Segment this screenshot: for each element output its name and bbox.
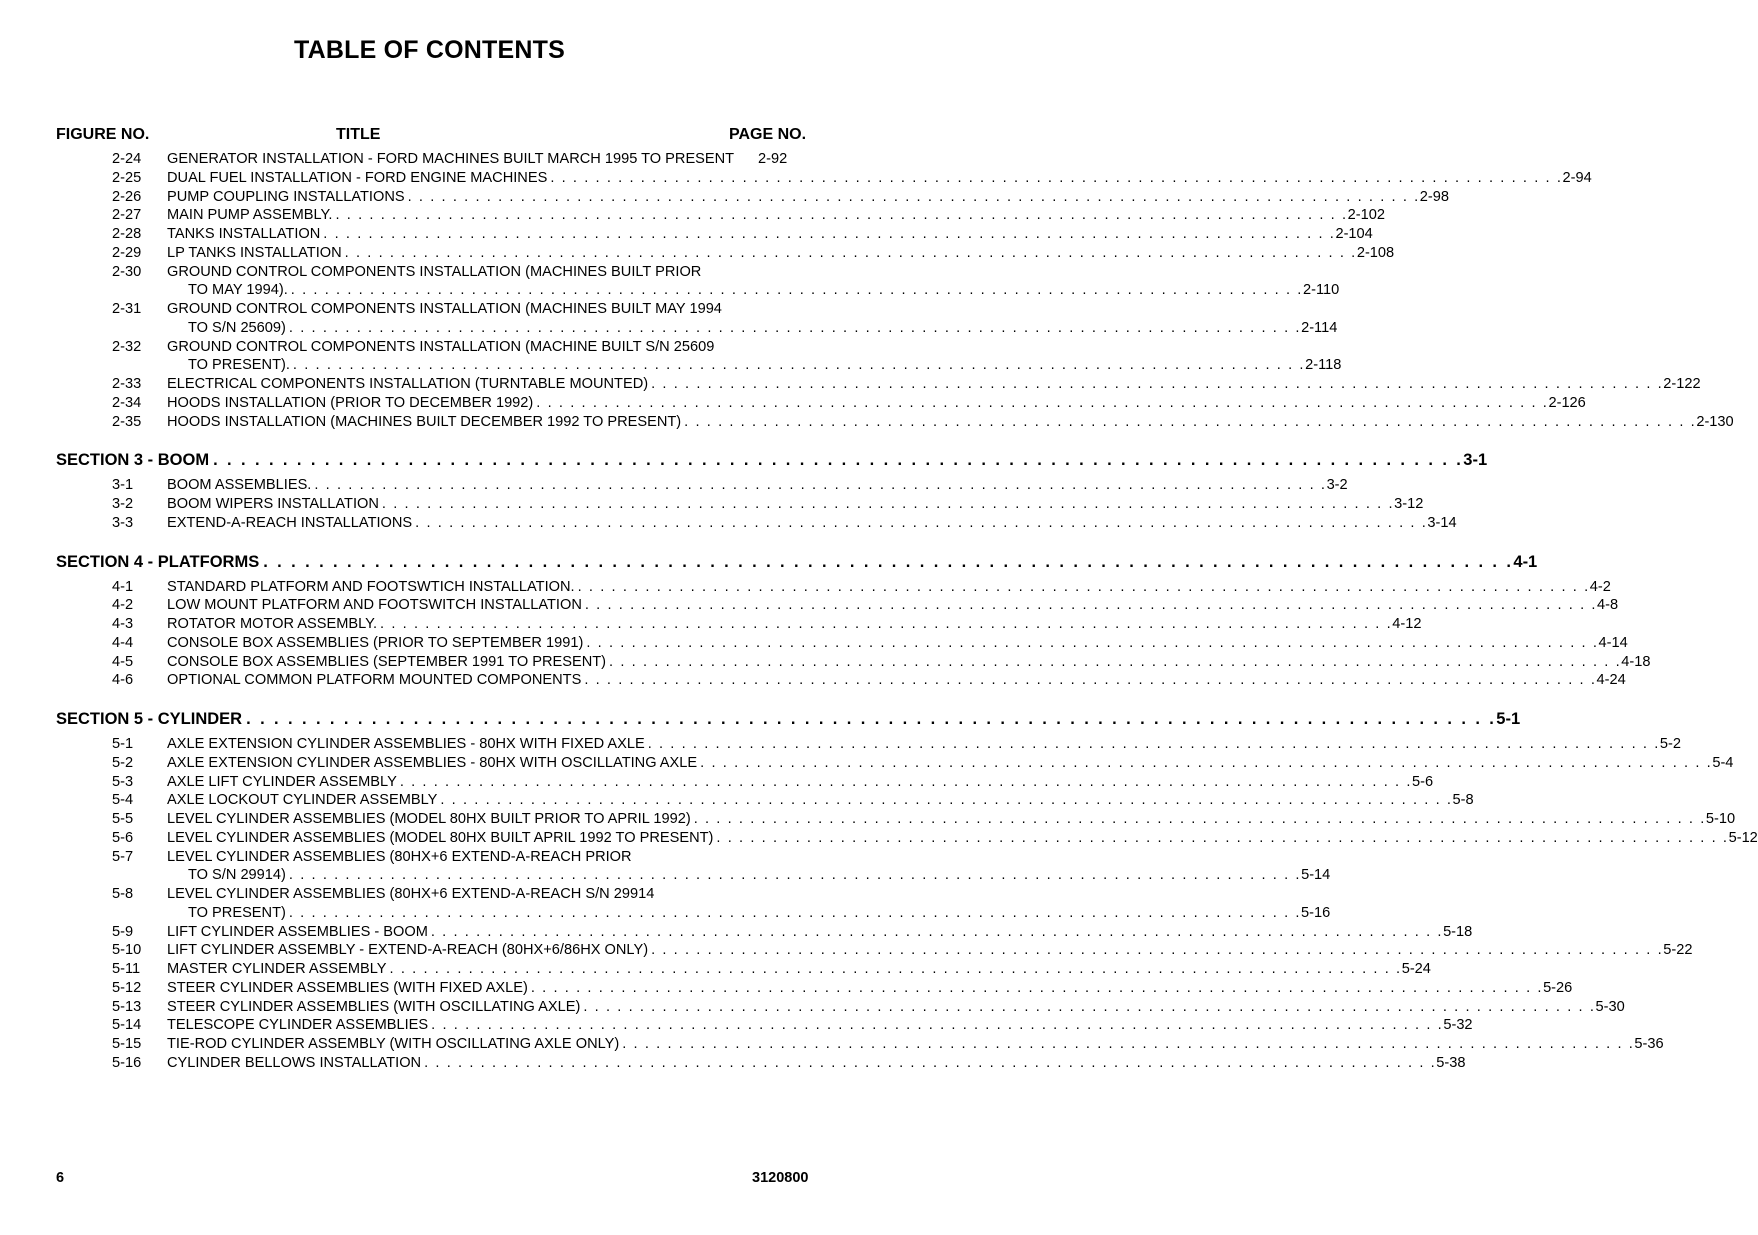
entry-leader-line	[167, 923, 1473, 941]
entry-title: MASTER CYLINDER ASSEMBLY	[167, 961, 387, 977]
entry-page: 2-110	[1302, 282, 1340, 299]
entry-continuation	[188, 866, 1331, 884]
dot-leader: . . . . . . . . . . . . . . . . . . . . . . . . . . . . . . . . . . . . . . . . . . . . . . . . . . . . . . . . . . . . . . . . . . . . . . . . . . . . . . . . . . . . . . . . . .	[693, 811, 1706, 827]
figure-number: 2-30	[112, 263, 142, 280]
figure-number: 2-26	[112, 188, 142, 205]
dot-leader: . . . . . . . . . . . . . . . . . . . . . . . . . . . . . . . . . . . . . . . . . . . . . . . . . . . . . . . . . . . . . . . . . . . . . . . . . . . . . . . . . . . . . . . . . .	[288, 867, 1302, 884]
entry-title: HOODS INSTALLATION (PRIOR TO DECEMBER 1992)	[167, 394, 534, 411]
toc-entry	[0, 671, 1626, 689]
dot-leader: . . . . . . . . . . . . . . . . . . . . . . . . . . . . . . . . . . . . . . . . . . . . . . . . . . . . . . . . . . . . . . . . . . . . . . . . . . . . . . . . . . . . . . . . . .	[380, 616, 1393, 632]
entry-title: DUAL FUEL INSTALLATION - FORD ENGINE MACHINES	[167, 169, 548, 186]
entry-page: 5-30	[1595, 998, 1625, 1015]
entry-page: 5-6	[1412, 773, 1434, 790]
entry-title: GROUND CONTROL COMPONENTS INSTALLATION (MACHINES BUILT PRIOR	[167, 263, 702, 280]
toc-entry	[0, 263, 954, 281]
entry-title: LEVEL CYLINDER ASSEMBLIES (80HX+6 EXTEND-A-REACH S/N 29914	[167, 886, 655, 902]
toc-entry	[0, 1035, 1664, 1053]
figure-number: 4-4	[112, 634, 134, 651]
entry-title: CYLINDER BELLOWS INSTALLATION	[167, 1054, 422, 1071]
figure-number: 3-2	[112, 496, 134, 512]
entry-title: ROTATOR MOTOR ASSEMBLY.	[167, 616, 378, 632]
dot-leader: . . . . . . . . . . . . . . . . . . . . . . . . . . . . . . . . . . . . . . . . . . . . . . . . . . . . . . . . . . . . . . . . . . . . . . . . . . . . . . . . . . . . . . . . . .	[430, 923, 1444, 940]
entry-page: 5-16	[1301, 904, 1331, 921]
entry-leader-line	[167, 671, 1626, 689]
entry-continuation	[188, 319, 1338, 337]
dot-leader: . . . . . . . . . . . . . . . . . . . . . . . . . . . . . . . . . . . . . . . . . . . . . . . . . . . . . . . . . . . . . . . . . . . . . . . . . . . . . . . . . . . . . . . . . .	[583, 998, 1596, 1015]
figure-number: 5-2	[112, 754, 134, 771]
entry-leader-line	[167, 810, 1736, 828]
toc-entry	[0, 375, 1701, 393]
footer-page-number: 6	[56, 1170, 65, 1186]
page-title: TABLE OF CONTENTS	[294, 36, 565, 64]
section-title: SECTION 3 - BOOM	[56, 451, 210, 470]
figure-number: 5-5	[112, 811, 134, 827]
entry-leader-line	[167, 634, 1628, 652]
toc-entry	[0, 225, 1373, 243]
dot-leader: . . . . . . . . . . . . . . . . . . . . . . . . . . . . . . . . . . . . . . . . . . . . . . . . . . . . . . . . . . . . . . . . . . . . . . . . . . . . . . . . . . . . . . . . . .	[700, 754, 1713, 771]
dot-leader: . . . . . . . . . . . . . . . . . . . . . . . . . . . . . . . . . . . . . . . . . . . . . . . . . . . . . . . . . . . . . . . . . . . . . . . . . . . . . . . . . . . . . . . . . .	[407, 188, 1420, 205]
toc-entry	[0, 979, 1573, 997]
dot-leader: . . . . . . . . . . . . . . . . . . . . . . . . . . . . . . . . . . . . . . . . . . . . . . . . . . . . . . . . . . . . . . . . . . . . . . . . . . . . . . . . . . . . . . . . . .	[651, 376, 1664, 392]
entry-page: 5-38	[1436, 1054, 1466, 1071]
entry-leader-line	[167, 653, 1651, 671]
entry-continuation	[188, 281, 1340, 299]
figure-number: 5-8	[112, 886, 134, 902]
figure-number: 5-1	[112, 736, 134, 752]
entry-title: AXLE EXTENSION CYLINDER ASSEMBLIES - 80HX WITH FIXED AXLE	[167, 736, 645, 752]
figure-number: 5-15	[112, 1036, 142, 1052]
entry-title: AXLE LOCKOUT CYLINDER ASSEMBLY	[167, 792, 438, 809]
dot-leader: . . . . . . . . . . . . . . . . . . . . . . . . . . . . . . . . . . . . . . . . . . . . . . . . . . . . . . . . . . . . . . . . . . . . . . . . . . . . . . . . . . . . . . . . . .	[647, 736, 1660, 752]
figure-number: 5-10	[112, 942, 142, 959]
entry-title: AXLE LIFT CYLINDER ASSEMBLY	[167, 773, 397, 790]
entry-title: HOODS INSTALLATION (MACHINES BUILT DECEMBER 1992 TO PRESENT)	[167, 413, 682, 430]
figure-number: 2-27	[112, 207, 142, 224]
dot-leader: . . . . . . . . . . . . . . . . . . . . . . . . . . . . . . . . . . . . . . . . . . . . . . . . . . . . . . . . . . . . . . . . . . . . . . . . . . . . . . . . . . . . . . . . . .	[323, 226, 1336, 242]
entry-page: 5-26	[1543, 979, 1573, 996]
toc-entry-continued	[0, 904, 1331, 922]
header-title: TITLE	[336, 126, 381, 143]
entry-title: TO PRESENT)	[188, 904, 286, 921]
entry-page: 2-94	[1562, 169, 1592, 186]
entry-leader-line	[167, 979, 1573, 997]
entry-title: LIFT CYLINDER ASSEMBLIES - BOOM	[167, 923, 428, 940]
entry-page: 2-102	[1347, 207, 1385, 224]
entry-page: 4-12	[1392, 616, 1422, 632]
toc-entry	[0, 615, 1422, 633]
figure-number: 3-3	[112, 514, 134, 531]
dot-leader: . . . . . . . . . . . . . . . . . . . . . . . . . . . . . . . . . . . . . . . . . . . . . . . . . . . . . . . . . . . . . . . . . . . . . . . . . . . . . . . . . . . . . . . . . .	[415, 514, 1428, 531]
entry-title: LEVEL CYLINDER ASSEMBLIES (80HX+6 EXTEND-A-REACH PRIOR	[167, 848, 632, 865]
section-page: 4-1	[1513, 552, 1538, 571]
entry-title: MAIN PUMP ASSEMBLY.	[167, 207, 333, 224]
entry-page: 2-130	[1696, 413, 1734, 430]
dot-leader: . . . . . . . . . . . . . . . . . . . . . . . . . . . . . . . . . . . . . . . . . . . . . . . . . . . . . . . . . . . . . . . . . . . . . . . . . . . . . . . . . . . . . . . . . .	[314, 477, 1327, 494]
toc-entry	[0, 206, 1385, 224]
dot-leader: . . . . . . . . . . . . . . . . . . . . . . . . . . . . . . . . . . . . . . . . . . . . . . . . . . . . . . . . . . . . . . . . . . . . . . . . . . . . . . . . . . . . . . . . . .	[292, 357, 1306, 374]
figure-number: 2-24	[112, 151, 142, 167]
figure-number: 5-11	[112, 961, 141, 977]
entry-page: 4-18	[1621, 653, 1651, 670]
figure-number: 5-16	[112, 1054, 142, 1071]
figure-number: 4-1	[112, 578, 134, 595]
entry-page: 2-98	[1419, 188, 1450, 205]
entry-page: 5-8	[1452, 792, 1474, 809]
toc-entry	[0, 735, 1681, 753]
toc-entry	[0, 188, 1450, 206]
dot-leader: . . . . . . . . . . . . . . . . . . . . . . . . . . . . . . . . . . . . . . . . . . . . . . . . . . . . . . . . . . . . . . . . . . . . . . . . . . . . . . . . . . . . . . . . . .	[609, 653, 1622, 670]
entry-page: 4-14	[1598, 634, 1628, 651]
toc-entry	[0, 596, 1619, 614]
dot-leader: . . . . . . . . . . . . . . . . . . . . . . . . . . . . . . . . . . . . . . . . . . . . . . . . . . . . . . . . . . . . . . . . . . . . . . . . . . . . . . . . . . . . . . . . . .	[344, 244, 1357, 261]
section-page: 5-1	[1496, 710, 1521, 728]
dot-leader: . . . . . . . . . . . . . . . . . . . . . . . . . . . . . . . . . . . . . . . . . . . . . . . . . . . . . . . . . . . . . . . . . . . . . . . . . . . . . . . . . . . . . . . . . .	[684, 413, 1697, 430]
entry-leader-line	[167, 791, 1474, 809]
toc-entry	[0, 244, 1395, 262]
entry-page: 4-8	[1597, 597, 1619, 614]
dot-leader: . . . . . . . . . . . . . . . . . . . . . . . . . . . . . . . . . . . . . . . . . . . . . . . . . . . . . . . . . . . . . . . . . . . . . . . . . . . . . . . . . . . . . . . . . .	[716, 829, 1729, 846]
toc-entry	[0, 300, 954, 318]
figure-number: 5-3	[112, 773, 134, 790]
entry-leader-line	[167, 476, 1348, 494]
entry-page: 5-2	[1659, 736, 1681, 752]
entry-leader-line	[167, 998, 1625, 1016]
figure-number: 5-4	[112, 792, 134, 809]
toc-entry-continued	[0, 866, 1331, 884]
entry-title: TANKS INSTALLATION	[167, 226, 321, 242]
section-heading	[56, 449, 1488, 471]
toc-entry	[0, 885, 954, 903]
entry-title: LP TANKS INSTALLATION	[167, 244, 342, 261]
entry-leader-line	[167, 615, 1422, 633]
dot-leader: . . . . . . . . . . . . . . . . . . . . . . . . . . . . . . . . . . . . . . . . . . . . . . . . . . . . . . . . . . . . . . . . . . . . . . . . . . . . . . . . . . . . . . . . . .	[399, 773, 1412, 790]
entry-leader-line	[167, 514, 1457, 532]
entry-leader-line	[167, 1016, 1473, 1034]
figure-number: 2-35	[112, 413, 142, 430]
toc-entry	[0, 634, 1628, 652]
toc-entry	[0, 810, 1736, 828]
entry-leader-line	[167, 1054, 1466, 1072]
dot-leader: . . . . . . . . . . . . . . . . . . . . . . . . . . . . . . . . . . . . . . . . . . . . . . . . . . . . . . . . . . . . . . . . . . . . . . . . . . . . . . . . . . . . . . . . . .	[335, 207, 1348, 224]
entry-page: 2-126	[1548, 394, 1586, 411]
figure-number: 5-14	[112, 1017, 142, 1034]
dot-leader: . . . . . . . . . . . . . . . . . . . . . . . . . . . . . . . . . . . . . . . . . . . . . . . . . . . . . . . . . . . . . . . . . . . . . . . . . . . . . . . . . . . . . . . . . .	[584, 672, 1597, 689]
entry-page: 4-24	[1596, 672, 1626, 689]
toc-entry	[0, 514, 1457, 532]
figure-number: 2-25	[112, 169, 142, 186]
entry-page: 5-22	[1663, 942, 1693, 959]
entry-page: 5-18	[1443, 923, 1473, 940]
entry-page: 5-24	[1401, 961, 1431, 977]
header-figure-no: FIGURE NO.	[56, 126, 150, 143]
toc-entry	[0, 941, 1693, 959]
toc-entry	[0, 578, 1611, 596]
entry-page: 5-14	[1301, 867, 1331, 884]
toc-entry	[0, 653, 1651, 671]
toc-entry	[0, 1054, 1466, 1072]
figure-number: 2-28	[112, 226, 142, 242]
figure-number: 2-33	[112, 376, 142, 392]
entry-page: 3-2	[1326, 477, 1348, 494]
dot-leader: . . . . . . . . . . . . . . . . . . . . . . . . . . . . . . . . . . . . . . . . . . . . . . . . . . . . . . . . . . . . . . . . . . . . . . . . . . . . . . . . . . . . . . . . . .	[290, 282, 1303, 299]
toc-entry	[0, 394, 1586, 412]
entry-title: LIFT CYLINDER ASSEMBLY - EXTEND-A-REACH (80HX+6/86HX ONLY)	[167, 942, 649, 959]
entry-title: CONSOLE BOX ASSEMBLIES (SEPTEMBER 1991 TO PRESENT)	[167, 653, 607, 670]
entry-title: BOOM WIPERS INSTALLATION	[167, 496, 379, 512]
toc-entry	[0, 338, 954, 356]
entry-page: 5-4	[1712, 754, 1734, 771]
entry-leader-line	[167, 773, 1434, 791]
toc-entry-continued	[0, 281, 1340, 299]
toc-entry	[0, 495, 1424, 513]
toc-entry	[0, 829, 1758, 847]
figure-number: 2-32	[112, 338, 142, 355]
entry-title: LOW MOUNT PLATFORM AND FOOTSWITCH INSTALLATION	[167, 597, 582, 614]
entry-title: STEER CYLINDER ASSEMBLIES (WITH FIXED AXLE)	[167, 979, 528, 996]
dot-leader: . . . . . . . . . . . . . . . . . . . . . . . . . . . . . . . . . . . . . . . . . . . . . . . . . . . . . . . . . . . . . . . . . . . . . . . . . . . . . . . . . . . . . . . . . .	[288, 904, 1302, 921]
figure-number: 5-12	[112, 979, 142, 996]
toc-entry	[0, 1016, 1473, 1034]
toc-entry	[0, 998, 1625, 1016]
entry-page: 5-36	[1634, 1036, 1664, 1052]
dot-leader: . . . . . . . . . . . . . . . . . . . . . . . . . . . . . . . . . . . . . . . . . . . . . . . . . . . . . . . . . . . . . . . . . . . . . . . . . . . . . . . . . . . . . . . . . .	[584, 597, 1598, 614]
entry-title: LEVEL CYLINDER ASSEMBLIES (MODEL 80HX BUILT APRIL 1992 TO PRESENT)	[167, 829, 714, 846]
entry-page: 2-104	[1335, 226, 1373, 242]
dot-leader: . . . . . . . . . . . . . . . . . . . . . . . . . . . . . . . . . . . . . . . . . . . . . . . . . . . . . . . . . . . . . . . . . . . . . . . . . . . . . . . . . . . . . . . . . .	[424, 1054, 1437, 1071]
dot-leader: . . . . . . . . . . . . . . . . . . . . . . . . . . . . . . . . . . . . . . . . . . . . . . . . . . . . . . . . . . . . . . . . . . . . . . . . . . . . . . . . . . . . . . . . . .	[431, 1017, 1444, 1034]
entry-title: TELESCOPE CYLINDER ASSEMBLIES	[167, 1017, 429, 1034]
toc-entry	[0, 923, 1473, 941]
dot-leader: . . . . . . . . . . . . . . . . . . . . . . . . . . . . . . . . . . . . . . . . . . . . . . . . . . . . . . . . . . . . . . . . . . . . . . . . . . . . . . . . . . . . . . . . . .	[550, 169, 1563, 186]
toc-entry	[0, 848, 954, 866]
entry-page: 2-118	[1305, 357, 1342, 374]
entry-page: 5-12	[1728, 829, 1758, 846]
entry-title: TO PRESENT).	[188, 357, 290, 374]
dot-leader: . . . . . . . . . . . . . . . . . . . . . . . . . . . . . . . . . . . . . . . . . . . . . . . . . . . . . . . . . . . . . . . . . . . . . . . . . . . . . . . . . . . . . . . . . .	[577, 578, 1590, 595]
toc-entry	[0, 960, 1431, 978]
figure-number: 5-7	[112, 848, 134, 865]
entry-page: 4-2	[1589, 578, 1611, 595]
entry-page: 2-108	[1356, 244, 1395, 261]
figure-number: 4-3	[112, 616, 134, 632]
dot-leader: . . . . . . . . . . . . . . . . . . . . . . . . . . . . . . . . . . . . . . . . . . . . . . . . . . . . . . . . . . . . . . . . . . . . . . . . . . . . . . . . . . . . . . . . . .	[536, 394, 1549, 411]
entry-leader-line	[167, 596, 1619, 614]
dot-leader: . . . . . . . . . . . . . . . . . . . . . . . . . . . . . . . . . . . . . . . . . . . . . . . . . . . . . . . . . . . . . . . . . . . . . . . . . . . . . . . . . . . . . . . . . .	[530, 979, 1544, 996]
entry-leader-line	[167, 225, 1373, 243]
toc-entry	[0, 773, 1434, 791]
figure-number: 2-34	[112, 394, 142, 411]
entry-leader-line	[167, 188, 1450, 206]
figure-number: 5-6	[112, 829, 134, 846]
entry-leader-line	[167, 394, 1586, 412]
figure-number: 2-31	[112, 301, 142, 317]
entry-page: 2-92	[758, 151, 788, 167]
entry-title: GROUND CONTROL COMPONENTS INSTALLATION (MACHINE BUILT S/N 25609	[167, 338, 715, 355]
dot-leader: . . . . . . . . . . . . . . . . . . . . . . . . . . . . . . . . . . . . . . . . . . . . . . . . . . . . . . . . . . . . . . . . . . . . . . . . . . . . . . . . . . . . . . . . . .	[440, 792, 1453, 809]
figure-number: 4-2	[112, 597, 134, 614]
entry-title: OPTIONAL COMMON PLATFORM MOUNTED COMPONENTS	[167, 672, 582, 689]
toc-entry	[0, 150, 954, 168]
dot-leader: . . . . . . . . . . . . . . . . . . . . . . . . . . . . . . . . . . . . . . . . . . . . . . . . . . . . . . . . . . . . . . . . . . . . . . . . . . . . . . . . . . . . . . . . . .	[288, 319, 1302, 336]
entry-leader-line	[167, 375, 1701, 393]
entry-page: 2-122	[1663, 376, 1701, 392]
figure-number: 5-9	[112, 923, 134, 940]
toc-entry	[0, 476, 1348, 494]
section-page: 3-1	[1463, 451, 1488, 470]
section-title: SECTION 5 - CYLINDER	[56, 710, 243, 728]
entry-title: EXTEND-A-REACH INSTALLATIONS	[167, 514, 413, 531]
entry-page: 3-12	[1394, 496, 1424, 512]
entry-title: TIE-ROD CYLINDER ASSEMBLY (WITH OSCILLATING AXLE ONLY)	[167, 1036, 620, 1052]
entry-leader-line	[167, 169, 1592, 187]
toc-entry-continued	[0, 356, 1342, 374]
figure-number: 3-1	[112, 477, 134, 494]
entry-leader-line	[167, 495, 1424, 513]
entry-leader-line	[167, 413, 1734, 431]
section-heading	[56, 708, 1521, 730]
entry-leader-line	[167, 829, 1758, 847]
toc-entry-continued	[0, 319, 1338, 337]
entry-page: 5-32	[1443, 1017, 1473, 1034]
entry-title: STEER CYLINDER ASSEMBLIES (WITH OSCILLATING AXLE)	[167, 998, 581, 1015]
figure-number: 5-13	[112, 998, 142, 1015]
dot-leader: . . . . . . . . . . . . . . . . . . . . . . . . . . . . . . . . . . . . . . . . . . . . . . . . . . . . . . . . . . . . . . . . . . . . . . . . . . . . . . . . . . . . . . . . . .	[213, 451, 1464, 470]
entry-title: GENERATOR INSTALLATION - FORD MACHINES BUILT MARCH 1995 TO PRESENT	[167, 151, 735, 167]
entry-leader-line	[167, 754, 1734, 772]
entry-page: 5-10	[1705, 811, 1736, 827]
entry-title: STANDARD PLATFORM AND FOOTSWTICH INSTALLATION.	[167, 578, 575, 595]
entry-leader-line	[167, 735, 1681, 753]
toc-entry	[0, 791, 1474, 809]
section-heading	[56, 551, 1538, 573]
toc-entry	[0, 413, 1734, 431]
entry-title: ELECTRICAL COMPONENTS INSTALLATION (TURNTABLE MOUNTED)	[167, 376, 649, 392]
dot-leader: . . . . . . . . . . . . . . . . . . . . . . . . . . . . . . . . . . . . . . . . . . . . . . . . . . . . . . . . . . . . . . . . . . . . . . . . . . . . . . . . . . . . . . . . . .	[246, 710, 1497, 728]
entry-title: PUMP COUPLING INSTALLATIONS	[167, 188, 405, 205]
entry-title: AXLE EXTENSION CYLINDER ASSEMBLIES - 80HX WITH OSCILLATING AXLE	[167, 754, 698, 771]
figure-number: 2-29	[112, 244, 142, 261]
entry-continuation	[188, 356, 1342, 374]
entry-title: TO S/N 29914)	[188, 867, 286, 884]
toc-entry	[0, 754, 1734, 772]
footer-doc-number: 3120800	[752, 1170, 809, 1186]
entry-title: TO S/N 25609)	[188, 319, 286, 336]
entry-page: 2-114	[1301, 319, 1338, 336]
entry-title: CONSOLE BOX ASSEMBLIES (PRIOR TO SEPTEMBER 1991)	[167, 634, 584, 651]
dot-leader: . . . . . . . . . . . . . . . . . . . . . . . . . . . . . . . . . . . . . . . . . . . . . . . . . . . . . . . . . . . . . . . . . . . . . . . . . . . . . . . . . . . . . . . . . .	[389, 961, 1402, 977]
entry-leader-line	[167, 244, 1395, 262]
dot-leader: . . . . . . . . . . . . . . . . . . . . . . . . . . . . . . . . . . . . . . . . . . . . . . . . . . . . . . . . . . . . . . . . . . . . . . . . . . . . . . . . . . . . . . . . . .	[381, 496, 1395, 512]
entry-continuation	[188, 904, 1331, 922]
entry-title: GROUND CONTROL COMPONENTS INSTALLATION (MACHINES BUILT MAY 1994	[167, 301, 722, 317]
dot-leader: . . . . . . . . . . . . . . . . . . . . . . . . . . . . . . . . . . . . . . . . . . . . . . . . . . . . . . . . . . . . . . . . . . . . . . . . . . . . . . . . . . . . . . . . . .	[586, 634, 1599, 651]
entry-title: LEVEL CYLINDER ASSEMBLIES (MODEL 80HX BUILT PRIOR TO APRIL 1992)	[167, 811, 691, 827]
entry-leader-line	[167, 578, 1611, 596]
entry-leader-line	[167, 1035, 1664, 1053]
figure-number: 4-6	[112, 672, 134, 689]
dot-leader: . . . . . . . . . . . . . . . . . . . . . . . . . . . . . . . . . . . . . . . . . . . . . . . . . . . . . . . . . . . . . . . . . . . . . . . . . . . . . . . . . . . . . . . . . .	[263, 552, 1514, 571]
header-page-no: PAGE NO.	[729, 126, 807, 143]
figure-number: 4-5	[112, 653, 134, 670]
entry-title: BOOM ASSEMBLIES.	[167, 477, 312, 494]
entry-title: TO MAY 1994).	[188, 282, 288, 299]
toc-entry	[0, 169, 1592, 187]
dot-leader: . . . . . . . . . . . . . . . . . . . . . . . . . . . . . . . . . . . . . . . . . . . . . . . . . . . . . . . . . . . . . . . . . . . . . . . . . . . . . . . . . . . . . . . . . .	[622, 1036, 1635, 1052]
entry-leader-line	[167, 960, 1431, 978]
entry-leader-line	[167, 941, 1693, 959]
entry-leader-line	[167, 206, 1385, 224]
entry-page: 3-14	[1427, 514, 1457, 531]
dot-leader: . . . . . . . . . . . . . . . . . . . . . . . . . . . . . . . . . . . . . . . . . . . . . . . . . . . . . . . . . . . . . . . . . . . . . . . . . . . . . . . . . . . . . . . . . .	[651, 942, 1664, 959]
section-title: SECTION 4 - PLATFORMS	[56, 552, 260, 571]
